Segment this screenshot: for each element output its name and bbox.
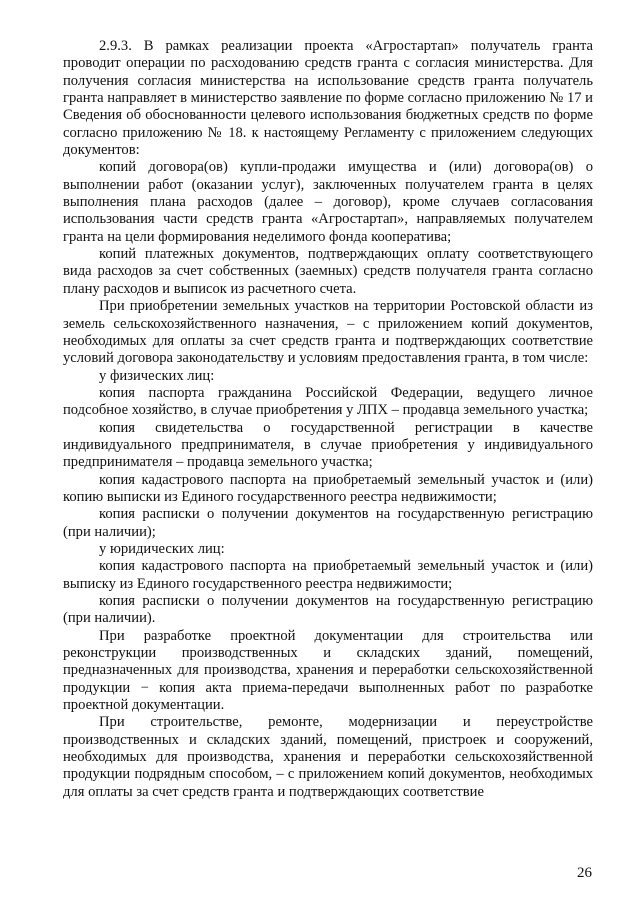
- paragraph-legal-entities-heading: у юридических лиц:: [99, 540, 225, 557]
- paragraph-project-documentation: При разработке проектной документации для строительства или реконструкции производственных и складских зданий, помещений, предназначенных для производства, хранения и переработки сельскохозяйственной продукции − копия акта приема-передачи выполненных работ по разработке проектной документации.: [63, 627, 593, 714]
- paragraph-passport-copy: копия паспорта гражданина Российской Федерации, ведущего личное подсобное хозяйство, в случае приобретения у ЛПХ – продавца земельного участка;: [63, 384, 593, 419]
- paragraph-cadastral-passport: копия кадастрового паспорта на приобретаемый земельный участок и (или) копию выписки из Единого государственного реестра недвижимости;: [63, 471, 593, 505]
- paragraph-registration-receipt: копия расписки о получении документов на государственную регистрацию (при наличии);: [63, 506, 593, 540]
- paragraph-legal-registration-receipt: копия расписки о получении документов на государственную регистрацию (при наличии).: [63, 593, 593, 627]
- paragraph-land-purchase: При приобретении земельных участков на территории Ростовской области из земель сельскохозяйственного назначения, – с приложением копий документов, необходимых для оплаты за счет средств гранта и подтверждающих соответствие условий договора законодательству и условиям предоставления гранта, в том числе:: [63, 298, 593, 367]
- paragraph-contract-copies: копий договора(ов) купли-продажи имущества и (или) договора(ов) о выполнении работ (оказании услуг), заключенных получателем гранта в целях выполнения плана расходов (далее – договор), кроме случаев согласования использования части средств гранта «Агростартап», направляемых получателем гранта на цели формирования неделимого фонда кооператива;: [63, 159, 593, 245]
- paragraph-registration-certificate: копия свидетельства о государственной регистрации в качестве индивидуального предпринимателя, в случае приобретения у индивидуального предпринимателя – продавца земельного участка;: [63, 419, 593, 471]
- page-number: 26: [577, 865, 592, 881]
- paragraph-payment-copies: копий платежных документов, подтверждающих оплату соответствующего вида расходов за счет собственных (заемных) средств получателя гранта согласно плану расходов и выписок из расчетного счета.: [63, 246, 593, 297]
- paragraph-legal-cadastral-passport: копия кадастрового паспорта на приобретаемый земельный участок и (или) выписку из Единого государственного реестра недвижимости;: [63, 558, 593, 592]
- document-body: [63, 38, 593, 801]
- paragraph-individuals-heading: у физических лиц:: [99, 367, 215, 384]
- paragraph-2-9-3: 2.9.3. В рамках реализации проекта «Агростартап» получатель гранта проводит операции по расходованию средств гранта с согласия министерства. Для получения согласия министерства на использование средств гранта получатель гранта направляет в министерство заявление по форме согласно приложению № 17 и Сведения об обоснованности целевого использования бюджетных средств по форме согласно приложению № 18. к настоящему Регламенту с приложением следующих документов:: [63, 38, 593, 159]
- paragraph-construction: При строительстве, ремонте, модернизации и переустройстве производственных и складских зданий, помещений, пристроек и сооружений, необходимых для производства, хранения и переработки сельскохозяйственной продукции подрядным способом, – с приложением копий документов, необходимых для оплаты за счет средств гранта и подтверждающих соответствие: [63, 714, 593, 800]
